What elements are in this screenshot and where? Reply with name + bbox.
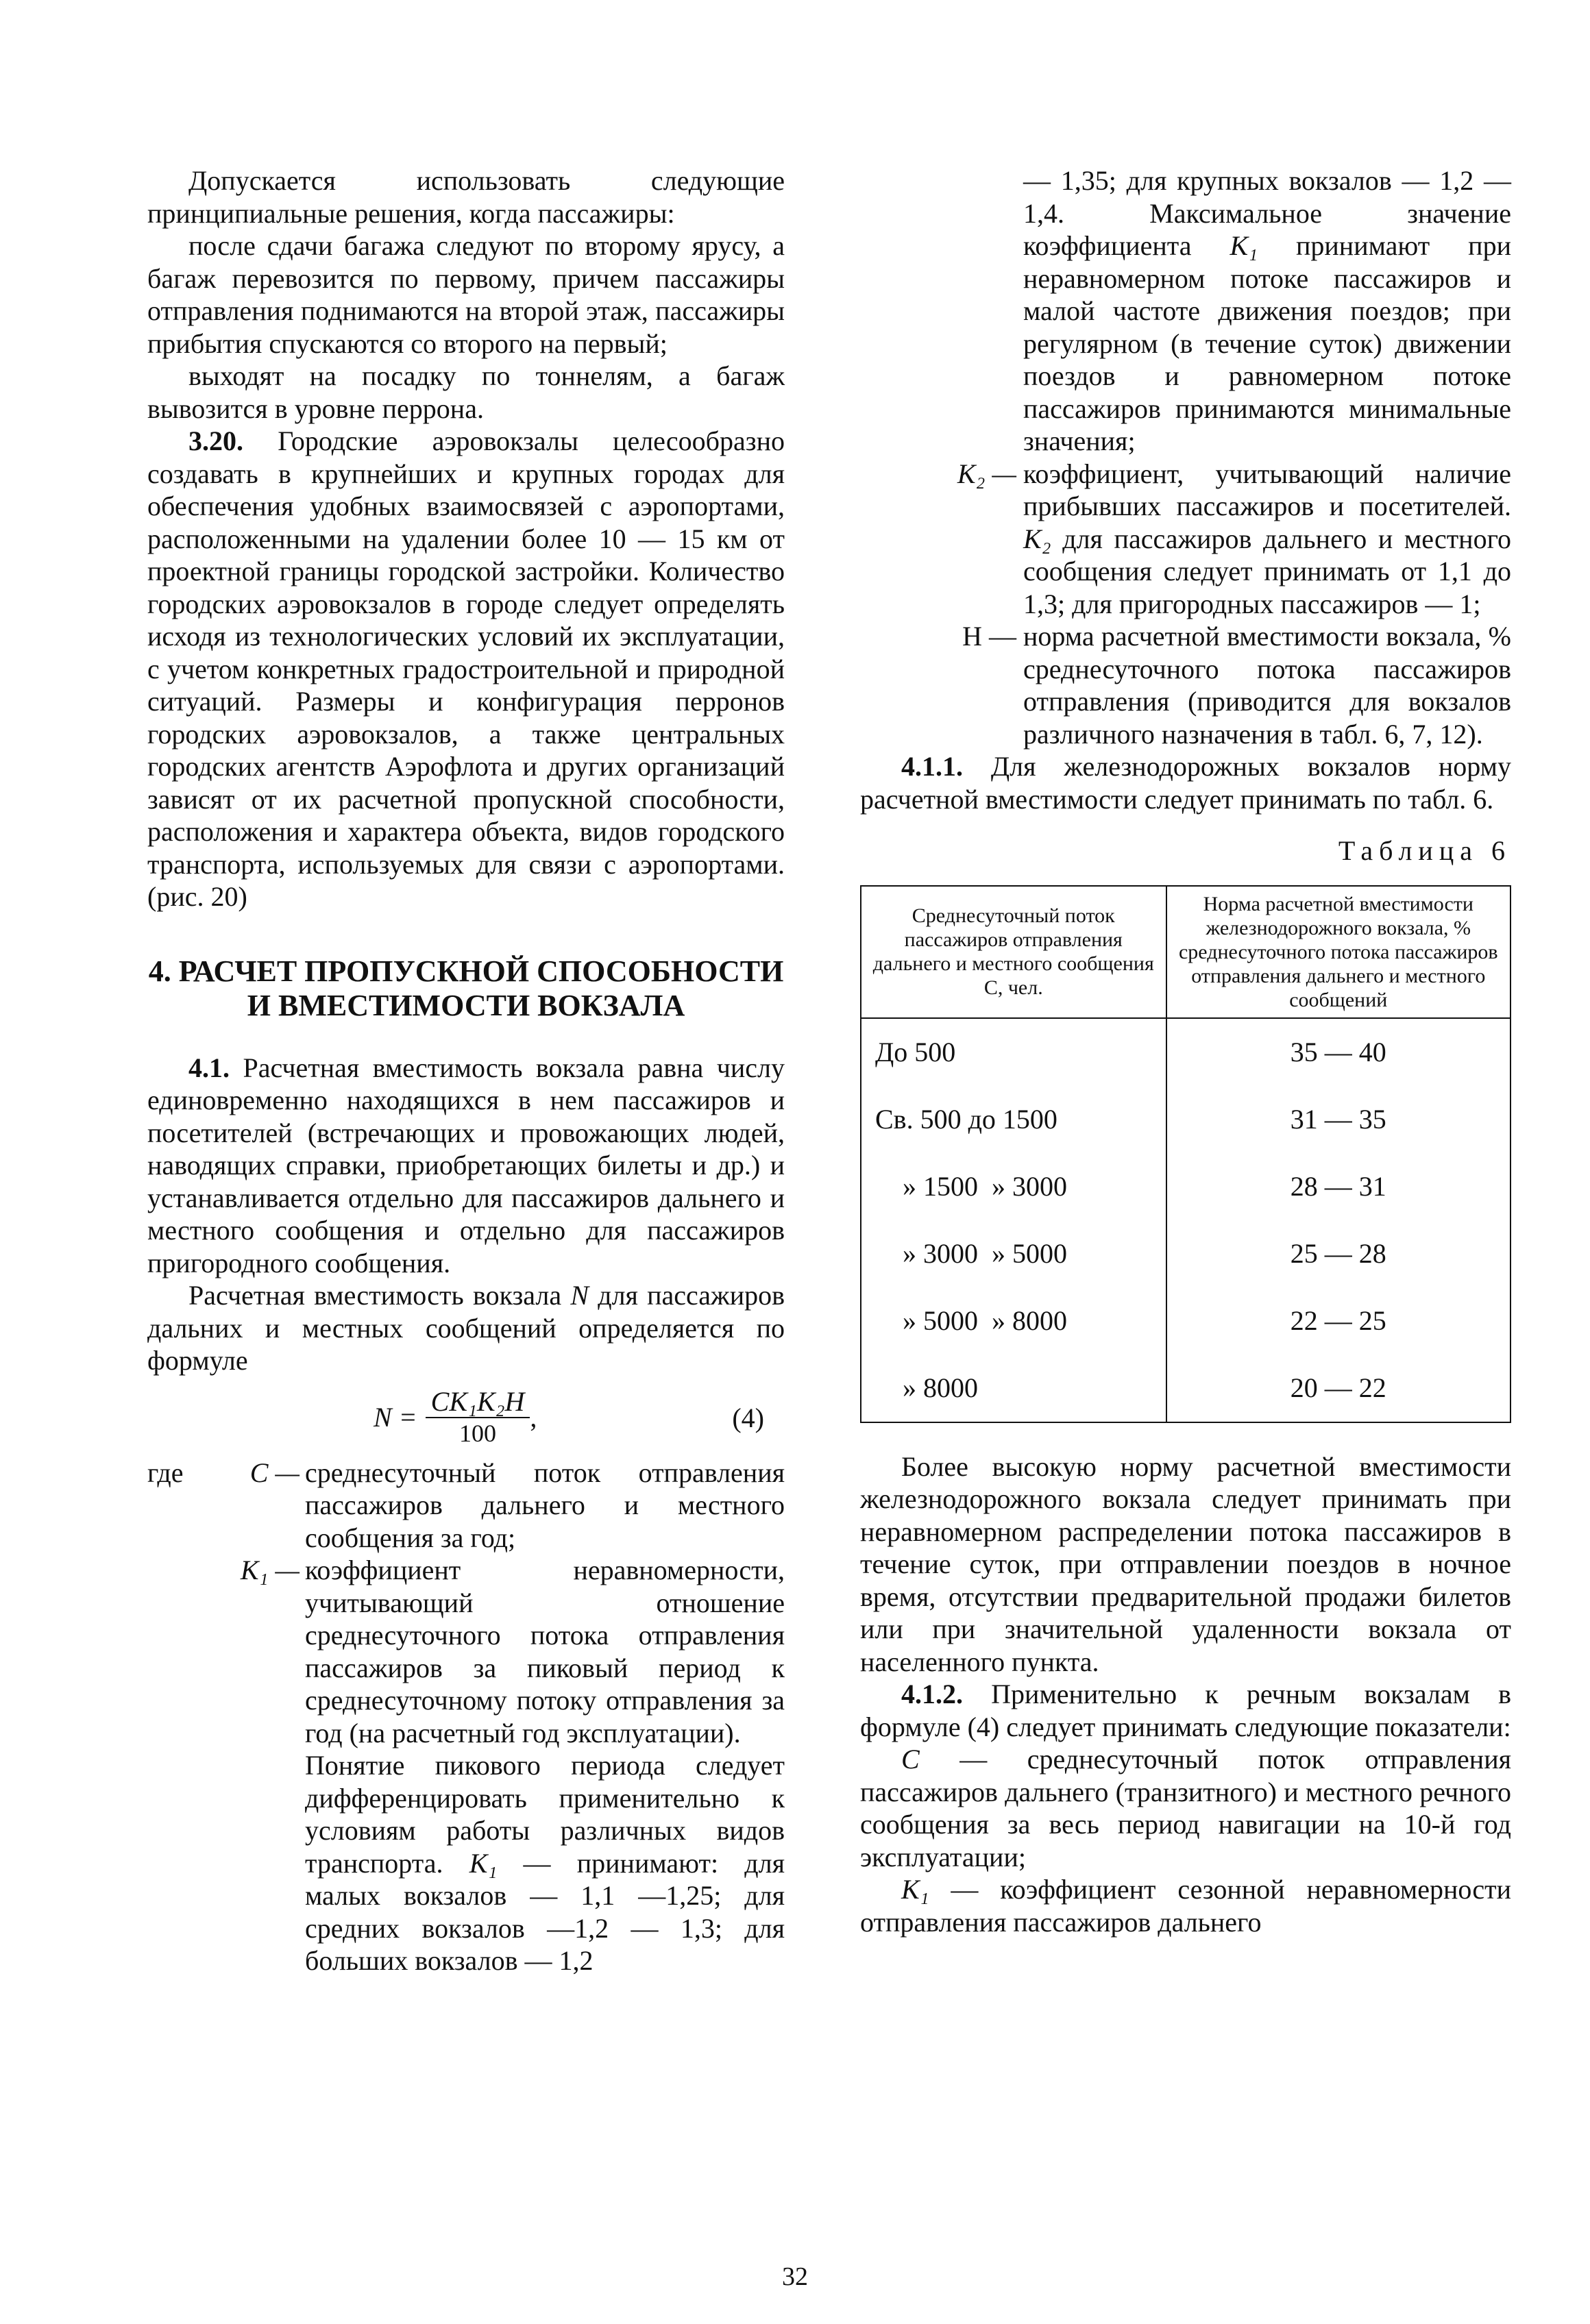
definition-k1 bbox=[147, 1554, 785, 1977]
definition-text: норма расчетной вместимости вокзала, % среднесуточного потока пассажиров отправления (приводится для вокзалов различного назначения в табл. 6, 7, 12). bbox=[1023, 621, 1511, 750]
paragraph-3-20 bbox=[147, 425, 785, 913]
table-header-cell: Норма расчетной вместимости железнодорожного вокзала, % среднесуточного потока пассажиров отправления дальнего и местного сообщений bbox=[1166, 886, 1510, 1018]
formula-4 bbox=[147, 1381, 785, 1457]
clause-text: Расчетная вместимость вокзала равна числу единовременно находящихся в нем пассажиров и посетителей (встречающих и провожающих людей, наводящих справки, приобретающих билеты и др.) и устанавливается отдельно для пассажиров дальнего и местного сообщения и отдельно для пассажиров пригородного сообщения. bbox=[147, 1052, 785, 1278]
text: коэффициент, учитывающий наличие прибывших пассажиров и посетителей. bbox=[1023, 458, 1511, 521]
text: для пассажиров дальних и местных сообщений определяется по формуле bbox=[147, 1280, 785, 1376]
table-row bbox=[861, 1220, 1510, 1287]
paragraph bbox=[147, 1279, 785, 1377]
definition-label: С — bbox=[249, 1457, 299, 1488]
fraction bbox=[426, 1387, 530, 1448]
text: — среднесуточный поток отправления пассажиров дальнего (транзитного) и местного речного сообщения за весь период навигации на 10-й год эксплуатации; bbox=[860, 1744, 1511, 1872]
paragraph-4-1 bbox=[147, 1052, 785, 1280]
symbol: С bbox=[901, 1744, 920, 1775]
where-label: где bbox=[147, 1457, 184, 1488]
text: — 1,35; для крупных вокзалов — 1,2 — 1,4. Максимальное значение коэффициента bbox=[1023, 165, 1511, 261]
table-cell: До 500 bbox=[861, 1018, 1166, 1086]
text: — коэффициент сезонной неравномерности отправления пассажиров дальнего bbox=[860, 1874, 1511, 1938]
left-column bbox=[147, 164, 785, 1977]
table-header-row bbox=[861, 886, 1510, 1018]
definition-text bbox=[1023, 458, 1511, 621]
text: для пассажиров дальнего и местного сообщения следует принимать от 1,1 до 1,3; для пригородных пассажиров — 1; bbox=[1023, 523, 1511, 619]
definition-h bbox=[860, 620, 1511, 750]
definition-label: Н — bbox=[962, 621, 1016, 652]
table-cell: » 3000 » 5000 bbox=[861, 1220, 1166, 1287]
symbol: K₁ bbox=[901, 1874, 929, 1905]
clause-text: Для железнодорожных вокзалов норму расчетной вместимости следует принимать по табл. 6. bbox=[860, 751, 1511, 815]
table-row bbox=[861, 1287, 1510, 1355]
table-cell: » 5000 » 8000 bbox=[861, 1287, 1166, 1355]
table-cell: 25 — 28 bbox=[1166, 1220, 1510, 1287]
text: Расчетная вместимость вокзала bbox=[188, 1280, 571, 1311]
paragraph bbox=[860, 1873, 1511, 1938]
table-cell: 22 — 25 bbox=[1166, 1287, 1510, 1355]
paragraph: выходят на посадку по тоннелям, а багаж вывозится в уровне перрона. bbox=[147, 360, 785, 424]
definition-text: коэффициент неравномерности, учитывающий отношение среднесуточного потока отправления пассажиров за пиковый период к среднесуточному потоку отправления за год (на расчетный год эксплуатации). bbox=[305, 1555, 785, 1748]
table-row bbox=[861, 1355, 1510, 1422]
symbol: K₁ bbox=[1230, 230, 1258, 261]
table-cell: » 1500 » 3000 bbox=[861, 1153, 1166, 1220]
formula-lhs: N = bbox=[374, 1401, 417, 1433]
table-cell: Св. 500 до 1500 bbox=[861, 1086, 1166, 1153]
formula-comma: , bbox=[530, 1401, 537, 1433]
clause-text: Применительно к речным вокзалам в формуле (4) следует принимать следующие показатели: bbox=[860, 1679, 1511, 1742]
clause-text: Городские аэровокзалы целесообразно создавать в крупнейших и крупных городах для обеспечения удобных взаимосвязей с аэропортами, расположенными на удалении более 10 — 15 км от проектной границы городской застройки. Количество городских аэровокзалов в городе следует определять исходя из технологических условий их эксплуатации, с учетом конкретных градостроительной и природной ситуаций. Размеры и конфигурация перронов городских аэровокзалов, а также центральных городских агентств Аэрофлота и других организаций зависят от их расчетной пропускной способности, расположения и характера объекта, видов городского транспорта, используемых для связи с аэропортами. (рис. 20) bbox=[147, 425, 785, 912]
table-header-cell: Среднесуточный поток пассажиров отправления дальнего и местного сообщения С, чел. bbox=[861, 886, 1166, 1018]
table-row bbox=[861, 1018, 1510, 1086]
paragraph bbox=[860, 1743, 1511, 1873]
table-cell: 28 — 31 bbox=[1166, 1153, 1510, 1220]
formula-fraction bbox=[374, 1387, 537, 1448]
norms-table bbox=[860, 885, 1511, 1423]
symbol: K₂ bbox=[1023, 523, 1051, 554]
definition-text bbox=[1023, 164, 1511, 458]
page-number: 32 bbox=[782, 2262, 808, 2291]
paragraph: после сдачи багажа следуют по второму ярусу, а багаж перевозится по первому, причем пассажиры отправления поднимаются на второй этаж, пассажиры прибытия спускаются со второго на первый; bbox=[147, 230, 785, 359]
formula-number: (4) bbox=[732, 1402, 764, 1433]
symbol: K₁ bbox=[469, 1847, 498, 1879]
right-column bbox=[860, 164, 1511, 1938]
clause-number: 3.20. bbox=[188, 425, 243, 456]
table-cell: 35 — 40 bbox=[1166, 1018, 1510, 1086]
definition-label: K₂ — bbox=[957, 458, 1016, 489]
clause-number: 4.1.1. bbox=[901, 751, 963, 782]
definition-label: K₁ — bbox=[240, 1555, 299, 1585]
table-row bbox=[861, 1086, 1510, 1153]
section-heading: 4. РАСЧЕТ ПРОПУСКНОЙ СПОСОБНОСТИ И ВМЕСТИМОСТИ ВОКЗАЛА bbox=[148, 954, 784, 1022]
paragraph-4-1-1 bbox=[860, 750, 1511, 815]
clause-number: 4.1. bbox=[188, 1052, 230, 1083]
table-cell: » 8000 bbox=[861, 1355, 1166, 1422]
paragraph: Более высокую норму расчетной вместимости железнодорожного вокзала следует принимать при неравномерном распределении потока пассажиров в течение суток, при отправлении поездов в ночное время, отсутствии предварительной продажи билетов или при значительной удаленности вокзала от населенного пункта. bbox=[860, 1450, 1511, 1677]
text: — принимают: для малых вокзалов — 1,1 —1,25; для средних вокзалов —1,2 — 1,3; для больших вокзалов — 1,2 bbox=[305, 1847, 785, 1976]
paragraph-4-1-2 bbox=[860, 1678, 1511, 1743]
symbol: N bbox=[570, 1280, 589, 1311]
table-caption: Таблица 6 bbox=[1338, 835, 1511, 866]
table-cell: 20 — 22 bbox=[1166, 1355, 1510, 1422]
definition-text: среднесуточный поток отправления пассажиров дальнего и местного сообщения за год; bbox=[305, 1457, 785, 1553]
text: принимают при неравномерном потоке пассажиров и малой частоте движения поездов; при регулярном (в течение суток) движении поездов и равномерном потоке пассажиров принимаются минимальные значения; bbox=[1023, 230, 1511, 456]
table-cell: 31 — 35 bbox=[1166, 1086, 1510, 1153]
definition-k1-continued bbox=[860, 164, 1511, 458]
formula-numerator: CK₁K₂H bbox=[426, 1387, 530, 1418]
definition-text bbox=[305, 1749, 785, 1977]
clause-number: 4.1.2. bbox=[901, 1679, 963, 1709]
paragraph: Допускается использовать следующие принципиальные решения, когда пассажиры: bbox=[147, 165, 785, 229]
text: Понятие пикового периода следует дифференцировать применительно к условиям работы различных видов транспорта. bbox=[305, 1750, 785, 1879]
definition-k2 bbox=[860, 458, 1511, 621]
formula-denominator: 100 bbox=[459, 1419, 497, 1447]
table-row bbox=[861, 1153, 1510, 1220]
definition-c bbox=[147, 1457, 785, 1555]
